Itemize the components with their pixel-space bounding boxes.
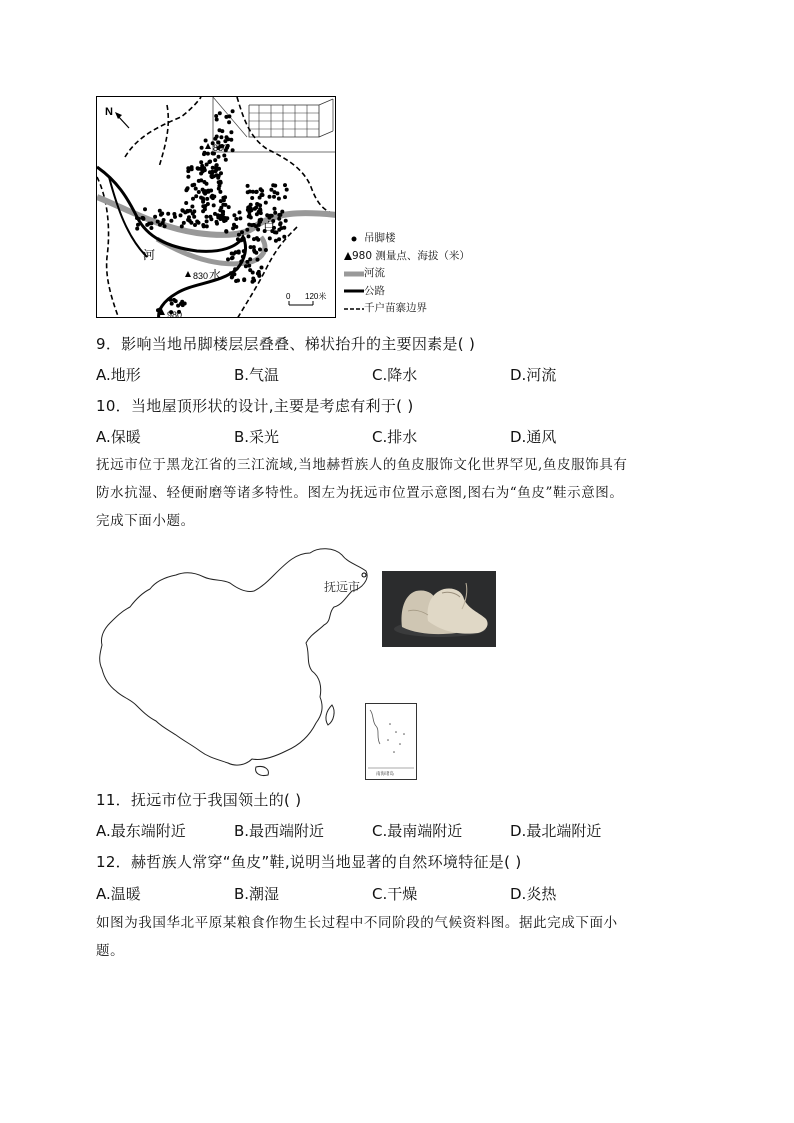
legend-river: 河流 bbox=[344, 265, 494, 283]
stilt-house-dot bbox=[218, 111, 222, 115]
stilt-house-dot bbox=[264, 248, 268, 252]
stilt-house-dot bbox=[226, 257, 230, 261]
q10-option-b[interactable]: B.采光 bbox=[234, 428, 280, 446]
scale-bar bbox=[286, 291, 326, 305]
stilt-house-dot bbox=[137, 217, 141, 221]
stilt-house-dot bbox=[190, 205, 194, 209]
stilt-house-dot bbox=[229, 271, 233, 275]
inset-label: 南海诸岛 bbox=[376, 771, 394, 776]
stilt-house-dot bbox=[277, 197, 281, 201]
stilt-house-dot bbox=[176, 304, 180, 308]
stilt-house-dot bbox=[158, 209, 162, 213]
stilt-house-dot bbox=[206, 202, 210, 206]
stilt-house-dot bbox=[213, 158, 217, 162]
stilt-house-dot bbox=[282, 226, 286, 230]
stilt-house-dot bbox=[158, 223, 162, 227]
stilt-house-dot bbox=[189, 221, 193, 225]
stilt-house-dot bbox=[277, 228, 281, 232]
passage-crop-climate bbox=[96, 909, 706, 965]
stilt-house-dot bbox=[256, 258, 260, 262]
stilt-house-dot bbox=[242, 278, 246, 282]
south-china-sea-svg bbox=[366, 704, 416, 779]
village-map bbox=[96, 96, 336, 318]
stilt-house-dots bbox=[135, 109, 289, 314]
stilt-house-dot bbox=[219, 135, 223, 139]
stilt-house-dot bbox=[219, 171, 223, 175]
q12-option-b[interactable]: B.潮湿 bbox=[234, 885, 280, 903]
stilt-house-dot bbox=[221, 210, 225, 214]
stilt-house-dot bbox=[179, 213, 183, 217]
stilt-house-dot bbox=[231, 148, 235, 152]
north-label: N bbox=[105, 106, 113, 118]
stilt-house-dot bbox=[186, 169, 190, 173]
stilt-house-dot bbox=[221, 196, 225, 200]
stilt-house-dot bbox=[184, 201, 188, 205]
stilt-house-dot bbox=[200, 146, 204, 150]
legend-survey-point: 980 测量点、海拔（米） bbox=[344, 248, 494, 266]
q12-option-d[interactable]: D.炎热 bbox=[510, 885, 557, 903]
stilt-house-dot bbox=[226, 137, 230, 141]
stilt-house-dot bbox=[199, 160, 203, 164]
stilt-house-dot bbox=[242, 249, 246, 253]
stilt-house-dot bbox=[205, 215, 209, 219]
stilt-house-dot bbox=[173, 215, 177, 219]
fish-skin-shoe-photo bbox=[382, 571, 496, 647]
stilt-house-dot bbox=[170, 302, 174, 306]
stilt-house-dot bbox=[215, 222, 219, 226]
stilt-house-dot bbox=[278, 213, 282, 217]
river-label-shui: 水 bbox=[209, 268, 222, 282]
stilt-house-dot bbox=[222, 219, 226, 223]
stilt-house-dot bbox=[218, 128, 222, 132]
stilt-house-dot bbox=[218, 190, 222, 194]
stilt-house-dot bbox=[251, 271, 255, 275]
stilt-house-dot bbox=[279, 221, 283, 225]
stilt-house-dot bbox=[219, 214, 223, 218]
stilt-house-dot bbox=[143, 207, 147, 211]
stilt-house-dot bbox=[211, 166, 215, 170]
svg-text:120米: 120米 bbox=[305, 292, 327, 301]
stilt-house-dot bbox=[240, 230, 244, 234]
stilt-house-dot bbox=[272, 195, 276, 199]
road-line-icon bbox=[344, 287, 364, 295]
stilt-house-dot bbox=[239, 260, 243, 264]
q11-option-a[interactable]: A.最东端附近 bbox=[96, 822, 186, 840]
stilt-house-dot bbox=[231, 256, 235, 260]
stilt-house-dot bbox=[229, 130, 233, 134]
river-label-bai: 白 bbox=[263, 220, 276, 234]
stilt-house-dot bbox=[232, 213, 236, 217]
passage-crop-line-1: 如图为我国华北平原某粮食作物生长过程中不同阶段的气候资料图。据此完成下面小 bbox=[96, 915, 618, 931]
stilt-house-dot bbox=[227, 114, 231, 118]
stilt-house-dot bbox=[184, 188, 188, 192]
stilt-house-dot bbox=[282, 235, 286, 239]
passage-crop-line-2: 题。 bbox=[96, 943, 125, 959]
river-label-he: 河 bbox=[143, 248, 156, 262]
taiwan-outline bbox=[326, 705, 334, 725]
stilt-house-dot bbox=[267, 216, 271, 220]
stilt-house-dot bbox=[197, 179, 201, 183]
stilt-house-dot bbox=[252, 279, 256, 283]
stilt-house-dot bbox=[210, 175, 214, 179]
stilt-house-dot bbox=[224, 229, 228, 233]
stilt-house-dot bbox=[205, 182, 209, 186]
stilt-house-dot bbox=[182, 221, 186, 225]
north-arrow-icon bbox=[115, 112, 129, 128]
south-china-sea-inset bbox=[365, 703, 417, 780]
stilt-house-dot bbox=[153, 215, 157, 219]
passage-fuyuan-line-3: 完成下面小题。 bbox=[96, 513, 195, 529]
stilt-house-dot bbox=[236, 237, 240, 241]
stilt-house-dot bbox=[181, 209, 185, 213]
stilt-house-dot bbox=[186, 175, 190, 179]
stilt-house-dot bbox=[236, 279, 240, 283]
stilt-house-dot bbox=[190, 165, 194, 169]
china-outline-svg bbox=[96, 545, 376, 780]
stilt-house-dot bbox=[219, 199, 223, 203]
stilt-house-dot bbox=[285, 188, 289, 192]
fuyuan-location-dot bbox=[362, 573, 366, 577]
stilt-house-dot bbox=[273, 211, 277, 215]
map-legend bbox=[344, 230, 494, 318]
stilt-house-dot bbox=[212, 203, 216, 207]
stilt-house-dot bbox=[212, 195, 216, 199]
stilt-house-dot bbox=[256, 272, 260, 276]
stilt-house-dot bbox=[149, 221, 153, 225]
survey-point-830 bbox=[185, 271, 208, 281]
stilt-house-dot bbox=[260, 266, 264, 270]
stilt-house-dot bbox=[222, 154, 226, 158]
stilt-house-dot bbox=[208, 170, 212, 174]
stilt-house-dot bbox=[246, 184, 250, 188]
stilt-house-dot bbox=[250, 196, 254, 200]
road bbox=[97, 167, 245, 318]
stilt-house-dot bbox=[283, 195, 287, 199]
question-9-stem: 9．影响当地吊脚楼层层叠叠、梯状抬升的主要因素是( ) bbox=[96, 335, 476, 353]
stilt-house-dot bbox=[149, 226, 153, 230]
stilt-house-dot bbox=[199, 167, 203, 171]
hainan-outline bbox=[256, 766, 269, 775]
stilt-house-dot bbox=[205, 163, 209, 167]
house-sketch-inset bbox=[213, 97, 336, 152]
stilt-house-dot bbox=[204, 139, 208, 143]
q11-option-c[interactable]: C.最南端附近 bbox=[372, 822, 463, 840]
stilt-house-dot bbox=[234, 217, 238, 221]
stilt-house-dot bbox=[232, 223, 236, 227]
stilt-house-dot bbox=[232, 252, 236, 256]
stilt-house-dot bbox=[253, 250, 257, 254]
stilt-house-dot bbox=[217, 167, 221, 171]
stilt-house-dot bbox=[194, 187, 198, 191]
stilt-house-dot bbox=[283, 183, 287, 187]
stilt-house-dot bbox=[208, 215, 212, 219]
stilt-house-dot bbox=[195, 220, 199, 224]
stilt-house-dot bbox=[194, 194, 198, 198]
q10-option-d[interactable]: D.通风 bbox=[510, 428, 557, 446]
stilt-house-dot bbox=[168, 298, 172, 302]
survey-point-880 bbox=[205, 143, 228, 153]
q11-option-d[interactable]: D.最北端附近 bbox=[510, 822, 602, 840]
stilt-house-dot bbox=[237, 233, 241, 237]
stilt-house-dot bbox=[259, 193, 263, 197]
fish-skin-shoe-svg bbox=[382, 571, 496, 647]
svg-text:880: 880 bbox=[213, 143, 229, 153]
stilt-house-dot bbox=[214, 114, 218, 118]
stilt-house-dot bbox=[203, 207, 207, 211]
stilt-house-dot bbox=[203, 151, 207, 155]
stilt-house-dot bbox=[247, 264, 251, 268]
stilt-house-dot bbox=[180, 302, 184, 306]
svg-text:0: 0 bbox=[286, 292, 291, 301]
stilt-house-dot bbox=[201, 188, 205, 192]
stilt-house-dot bbox=[273, 207, 277, 211]
dot-icon bbox=[344, 235, 364, 243]
stilt-house-dot bbox=[217, 184, 221, 188]
stilt-house-dot bbox=[259, 187, 263, 191]
stilt-house-dot bbox=[241, 255, 245, 259]
fuyuan-city-label: 抚远市 bbox=[324, 580, 361, 594]
stilt-house-dot bbox=[258, 248, 262, 252]
stilt-house-dot bbox=[180, 224, 184, 228]
stilt-house-dot bbox=[247, 223, 251, 227]
stilt-house-dot bbox=[238, 210, 242, 214]
passage-fuyuan bbox=[96, 451, 706, 535]
q10-option-c[interactable]: C.排水 bbox=[372, 428, 418, 446]
stilt-house-dot bbox=[197, 190, 201, 194]
question-12-stem: 12．赫哲族人常穿“鱼皮”鞋,说明当地显著的自然环境特征是( ) bbox=[96, 853, 522, 871]
stilt-house-dot bbox=[207, 189, 211, 193]
question-10-stem: 10．当地屋顶形状的设计,主要是考虑有利于( ) bbox=[96, 397, 414, 415]
stilt-house-dot bbox=[156, 308, 160, 312]
stilt-house-dot bbox=[174, 299, 178, 303]
dashed-line-icon bbox=[344, 305, 364, 313]
stilt-house-dot bbox=[277, 217, 281, 221]
stilt-house-dot bbox=[215, 135, 219, 139]
stilt-house-dot bbox=[141, 216, 145, 220]
stilt-house-dot bbox=[206, 152, 210, 156]
stilt-house-dot bbox=[247, 215, 251, 219]
q9-option-a[interactable]: A.地形 bbox=[96, 366, 141, 384]
stilt-house-dot bbox=[159, 213, 163, 217]
q9-option-b[interactable]: B.气温 bbox=[234, 366, 280, 384]
passage-fuyuan-line-2: 防水抗湿、轻便耐磨等诸多特性。图左为抚远市位置示意图,图右为“鱼皮”鞋示意图。 bbox=[96, 485, 624, 501]
stilt-house-dot bbox=[252, 237, 256, 241]
passage-fuyuan-line-1: 抚远市位于黑龙江省的三江流域,当地赫哲族人的鱼皮服饰文化世界罕见,鱼皮服饰具有 bbox=[96, 457, 628, 473]
stilt-house-dot bbox=[215, 118, 219, 122]
q9-option-c[interactable]: C.降水 bbox=[372, 366, 418, 384]
stilt-house-dot bbox=[259, 211, 263, 215]
stilt-house-dot bbox=[169, 219, 173, 223]
stilt-house-dot bbox=[217, 155, 221, 159]
stilt-house-dot bbox=[202, 224, 206, 228]
stilt-house-dot bbox=[284, 219, 288, 223]
stilt-house-dot bbox=[239, 238, 243, 242]
stilt-house-dot bbox=[136, 223, 140, 227]
stilt-house-dot bbox=[273, 190, 277, 194]
stilt-house-dot bbox=[231, 109, 235, 113]
stilt-house-dot bbox=[237, 251, 241, 255]
stilt-house-dot bbox=[203, 192, 207, 196]
stilt-house-dot bbox=[258, 220, 262, 224]
stilt-house-dot bbox=[248, 207, 252, 211]
question-11-stem: 11．抚远市位于我国领土的( ) bbox=[96, 791, 302, 809]
stilt-house-dot bbox=[156, 220, 160, 224]
stilt-house-dot bbox=[245, 228, 249, 232]
stilt-house-dot bbox=[191, 183, 195, 187]
survey-point-980 bbox=[159, 309, 182, 318]
stilt-house-dot bbox=[216, 176, 220, 180]
stilt-house-dot bbox=[268, 195, 272, 199]
stilt-house-dot bbox=[135, 227, 139, 231]
village-map-svg bbox=[97, 97, 336, 318]
stilt-house-dot bbox=[273, 184, 277, 188]
stilt-house-dot bbox=[186, 209, 190, 213]
stilt-house-dot bbox=[191, 197, 195, 201]
legend-road: 公路 bbox=[344, 283, 494, 301]
stilt-house-dot bbox=[224, 158, 228, 162]
stilt-house-dot bbox=[274, 239, 278, 243]
q11-option-b[interactable]: B.最西端附近 bbox=[234, 822, 325, 840]
stilt-house-dot bbox=[227, 205, 231, 209]
stilt-house-dot bbox=[145, 223, 149, 227]
stilt-house-dot bbox=[205, 197, 209, 201]
q12-option-a[interactable]: A.温暖 bbox=[96, 885, 141, 903]
q12-option-c[interactable]: C.干燥 bbox=[372, 885, 418, 903]
stilt-house-dot bbox=[258, 203, 262, 207]
stilt-house-dot bbox=[248, 257, 252, 261]
q9-option-d[interactable]: D.河流 bbox=[510, 366, 557, 384]
svg-text:830: 830 bbox=[193, 271, 209, 281]
stilt-house-dot bbox=[256, 228, 260, 232]
legend-stilt-house: 吊脚楼 bbox=[344, 230, 494, 248]
stilt-house-dot bbox=[205, 219, 209, 223]
q10-option-a[interactable]: A.保暖 bbox=[96, 428, 141, 446]
stilt-house-dot bbox=[201, 198, 205, 202]
stilt-house-dot bbox=[227, 120, 231, 124]
stilt-house-dot bbox=[191, 212, 195, 216]
river-line-icon bbox=[344, 270, 364, 278]
stilt-house-dot bbox=[218, 180, 222, 184]
stilt-house-dot bbox=[233, 267, 237, 271]
stilt-house-dot bbox=[248, 190, 252, 194]
stilt-house-dot bbox=[249, 245, 253, 249]
svg-text:980: 980 bbox=[167, 310, 183, 318]
stilt-house-dot bbox=[238, 216, 242, 220]
legend-boundary: 千户苗寨边界 bbox=[344, 300, 494, 318]
triangle-icon bbox=[344, 252, 352, 260]
stilt-house-dot bbox=[268, 236, 272, 240]
stilt-house-dot bbox=[232, 272, 236, 276]
stilt-house-dot bbox=[255, 190, 259, 194]
stilt-house-dot bbox=[193, 223, 197, 227]
china-outline-map bbox=[96, 545, 376, 780]
stilt-house-dot bbox=[244, 264, 248, 268]
stilt-house-dot bbox=[166, 212, 170, 216]
stilt-house-dot bbox=[187, 215, 191, 219]
stilt-house-dot bbox=[247, 234, 251, 238]
stilt-house-dot bbox=[264, 201, 268, 205]
